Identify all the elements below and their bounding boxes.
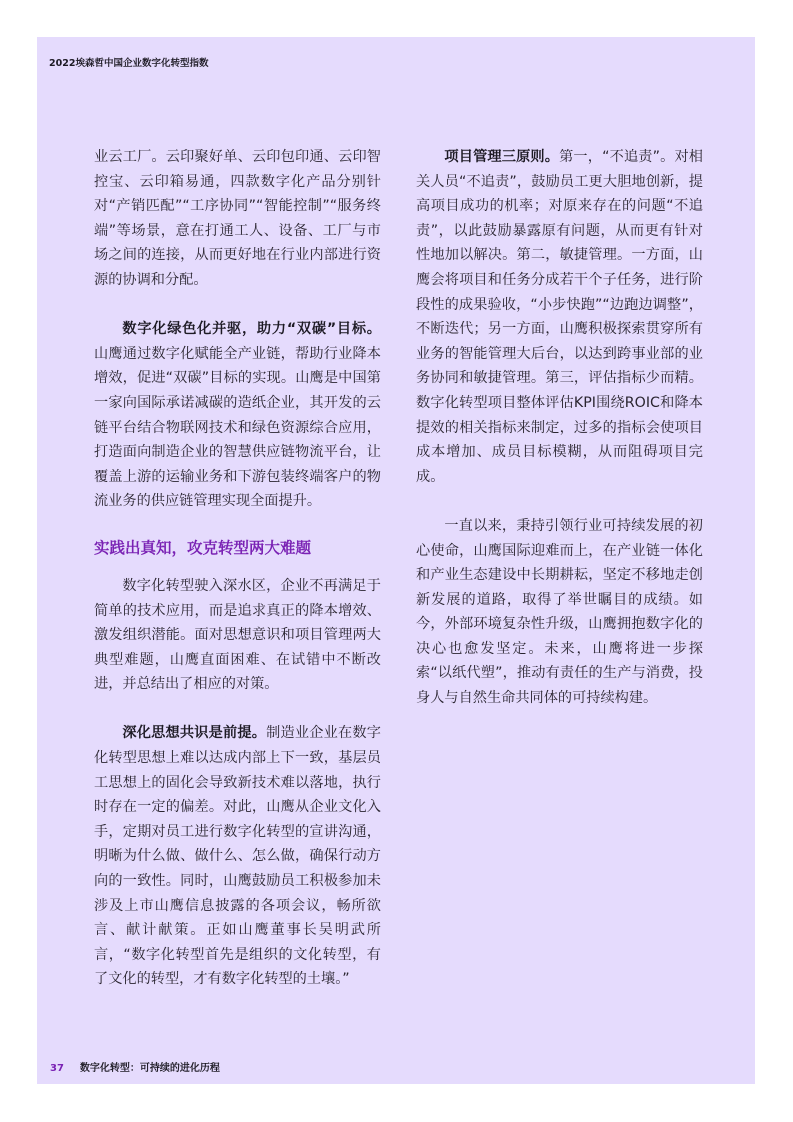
- right-column: [416, 145, 703, 711]
- paragraph-project-principles: [416, 145, 703, 489]
- paragraph-body: 制造业企业在数字化转型思想上难以达成内部上下一致，基层员工思想上的固化会导致新技术难以落地，执行时存在一定的偏差。对此，山鹰从企业文化入手，定期对员工进行数字化转型的宣讲沟通，明晰为什么做、做什么、怎么做，确保行动方向的一致性。同时，山鹰鼓励员工积极参加未涉及上市山鹰信息披露的各项会议，畅所欲言、献计献策。正如山鹰董事长吴明武所言，“数字化转型首先是组织的文化转型，有了文化的转型，才有数字化转型的土壤。”: [94, 725, 381, 988]
- paragraph-intro-challenges: 数字化转型驶入深水区，企业不再满足于简单的技术应用，而是追求真正的降本增效、激发组织潜能。面对思想意识和项目管理两大典型难题，山鹰直面困难、在试错中不断改进，并总结出了相应的对策。: [94, 577, 381, 693]
- paragraph-consensus: [94, 721, 381, 992]
- paragraph-green-digital: [94, 317, 381, 514]
- paragraph-cloud-products: 业云工厂。云印聚好单、云印包印通、云印智控宝、云印箱易通，四款数字化产品分别针对“产销匹配”“工序协同”“智能控制”“服务终端”等场景，意在打通工人、设备、工厂与市场之间的连接，从而更好地在行业内部进行资源的协调和分配。: [94, 149, 381, 288]
- left-column: [94, 145, 381, 992]
- section-heading: 实践出真知，攻克转型两大难题: [94, 538, 312, 557]
- page-number: 37: [50, 1063, 64, 1074]
- page-panel: [37, 37, 755, 1084]
- page-footer: [50, 1059, 220, 1074]
- paragraph-lead: 深化思想共识是前提。: [122, 725, 267, 742]
- chapter-title: 数字化转型：可持续的进化历程: [79, 1063, 220, 1074]
- paragraph-body: 山鹰通过数字化赋能全产业链，帮助行业降本增效，促进“双碳”目标的实现。山鹰是中国第一家向国际承诺减碳的造纸企业，其开发的云链平台结合物联网技术和绿色资源综合应用，打造面向制造企业的智慧供应链物流平台，让覆盖上游的运输业务和下游包装终端客户的物流业务的供应链管理实现全面提升。: [94, 345, 381, 510]
- paragraph-lead: 项目管理三原则。: [444, 149, 560, 165]
- paragraph-body: 第一，“不追责”。对相关人员“不追责”，鼓励员工更大胆地创新，提高项目成功的机率；对原来存在的问题“不追责”，以此鼓励暴露原有问题，从而更有针对性地加以解决。第二，敏捷管理。一方面，山鹰会将项目和任务分成若干个子任务，进行阶段性的成果验收，“小步快跑”“边跑边调整”，不断迭代；另一方面，山鹰积极探索贯穿所有业务的智能管理大后台，以达到跨事业部的业务协同和敏捷管理。第三，评估指标少而精。数字化转型项目整体评估KPI围绕ROIC和降本提效的相关指标来制定，过多的指标会使项目成本增加、成员目标模糊，从而阻碍项目完成。: [416, 149, 703, 485]
- running-header: 2022埃森哲中国企业数字化转型指数: [49, 58, 209, 69]
- paragraph-lead: 数字化绿色化并驱，助力“双碳”目标。: [122, 321, 381, 338]
- paragraph-conclusion: 一直以来，秉持引领行业可持续发展的初心使命，山鹰国际迎难而上，在产业链一体化和产业生态建设中长期耕耘，坚定不移地走创新发展的道路，取得了举世瞩目的成绩。如今，外部环境复杂性升级，山鹰拥抱数字化的决心也愈发坚定。未来，山鹰将进一步探索“以纸代塑”，推动有责任的生产与消费，投身人与自然生命共同体的可持续构建。: [416, 517, 703, 707]
